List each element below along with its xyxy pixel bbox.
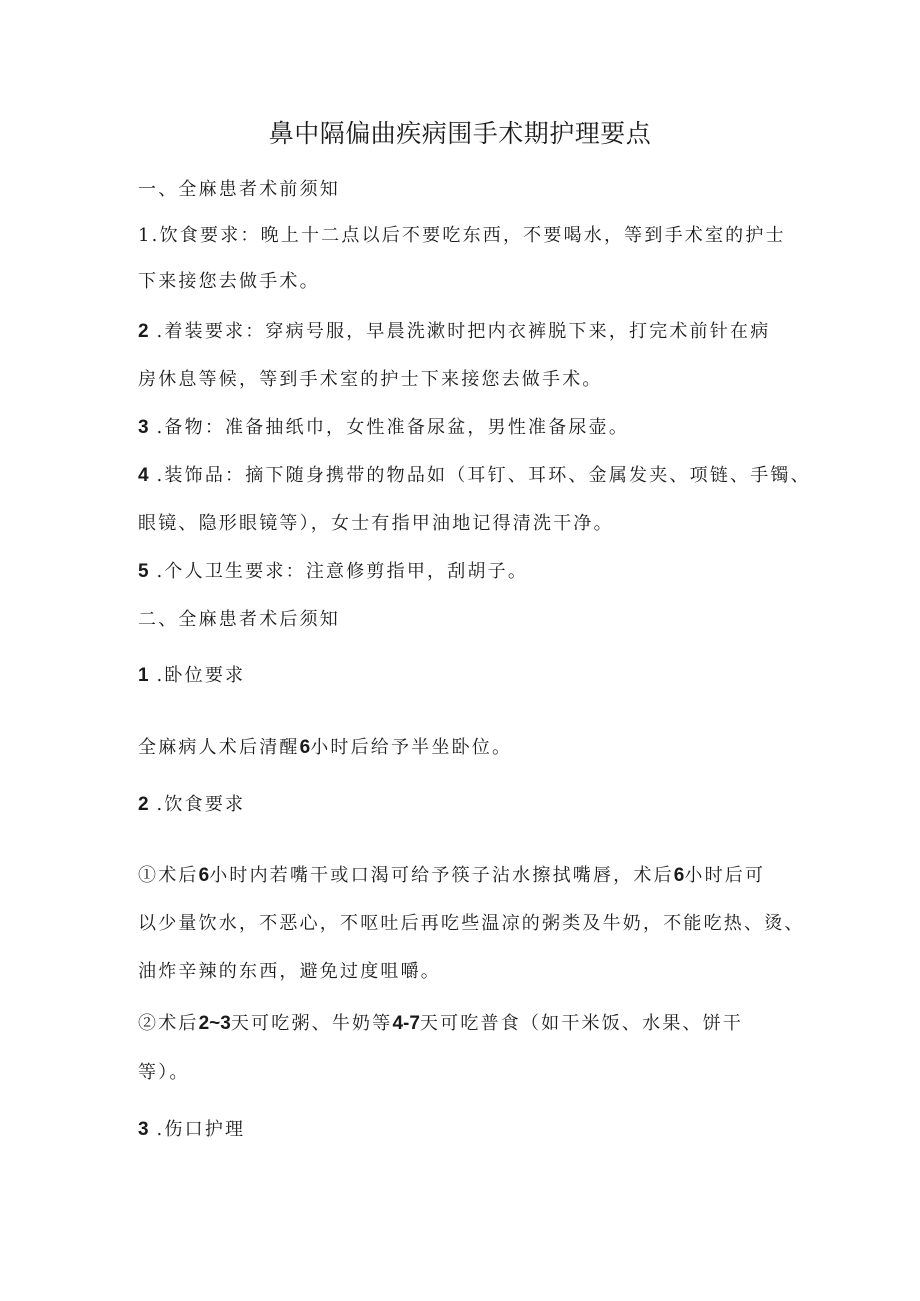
section1-heading: 一、全麻患者术前须知 — [138, 179, 340, 200]
sub2-number: 2 — [138, 794, 149, 815]
item1-line2: 下来接您去做手术。 — [138, 271, 320, 292]
item5-line — [138, 558, 798, 586]
sub1-label: .卧位要求 — [156, 665, 246, 686]
sub2-p2-c: 天可吃普食（如干米饭、水果、饼干 — [419, 1013, 744, 1034]
sub2-p2-line1 — [138, 1010, 798, 1038]
sub1-body — [138, 734, 798, 762]
sub2-p1-line1 — [138, 862, 798, 890]
sub2-p2-num1: 2~3 — [198, 1013, 231, 1034]
sub2-p1-line3: 油炸辛辣的东西，避免过度咀嚼。 — [138, 961, 441, 982]
item3-number: 3 — [138, 417, 149, 438]
sub3-heading — [138, 1116, 798, 1144]
sub2-heading — [138, 791, 798, 819]
item3-text: .备物：准备抽纸巾，女性准备尿盆，男性准备尿壶。 — [156, 417, 630, 438]
sub2-label: .饮食要求 — [156, 794, 246, 815]
section2-heading: 二、全麻患者术后须知 — [138, 609, 340, 630]
sub2-p2-a: ②术后 — [138, 1013, 199, 1034]
sub2-p1-num1: 6 — [198, 865, 210, 886]
sub1-body-b: 小时后给予半坐卧位。 — [310, 737, 513, 758]
sub2-p1-line2: 以少量饮水，不恶心，不呕吐后再吃些温凉的粥类及牛奶，不能吃热、烫、 — [138, 913, 805, 934]
sub2-p1-num2: 6 — [673, 865, 685, 886]
sub2-p2-num2: 4-7 — [392, 1013, 420, 1034]
item2-line1 — [138, 318, 798, 346]
sub2-p1-a: ①术后 — [138, 865, 199, 886]
sub2-p1-c: 小时后可 — [684, 865, 766, 886]
sub3-label: .伤口护理 — [156, 1119, 246, 1140]
item2-number: 2 — [138, 321, 149, 342]
item5-number: 5 — [138, 561, 149, 582]
item4-text: .装饰品：摘下随身携带的物品如（耳钉、耳环、金属发夹、项链、手镯、 — [156, 465, 811, 486]
sub2-p2-line2: 等）。 — [138, 1062, 190, 1083]
item1-line1: 1.饮食要求：晚上十二点以后不要吃东西，不要喝水，等到手术室的护士 — [138, 225, 786, 246]
item3-line — [138, 414, 798, 442]
item5-text: .个人卫生要求：注意修剪指甲，刮胡子。 — [156, 561, 529, 582]
item2-text: .着装要求：穿病号服，早晨洗漱时把内衣裤脱下来，打完术前针在病 — [156, 321, 771, 342]
sub3-number: 3 — [138, 1119, 149, 1140]
sub1-number: 1 — [138, 665, 149, 686]
sub1-heading — [138, 662, 798, 690]
item2-line2: 房休息等候，等到手术室的护士下来接您去做手术。 — [138, 369, 603, 390]
item4-line2: 眼镜、隐形眼镜等），女士有指甲油地记得清洗干净。 — [138, 513, 614, 534]
sub1-body-a: 全麻病人术后清醒 — [138, 737, 300, 758]
item4-number: 4 — [138, 465, 149, 486]
item4-line1 — [138, 462, 811, 490]
sub2-p2-b: 天可吃粥、牛奶等 — [230, 1013, 393, 1034]
sub1-body-number: 6 — [299, 737, 311, 758]
document-title: 鼻中隔偏曲疾病围手术期护理要点 — [268, 119, 652, 148]
sub2-p1-b: 小时内若嘴干或口渴可给予筷子沾水擦拭嘴唇，术后 — [209, 865, 674, 886]
